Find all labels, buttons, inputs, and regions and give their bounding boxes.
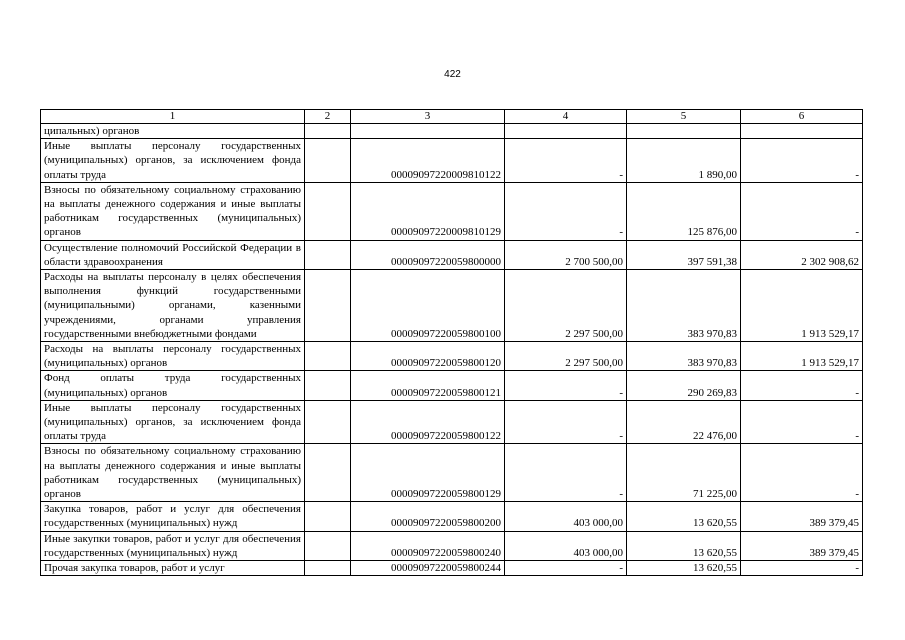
row-col2-cell [305, 139, 351, 183]
row-col2-cell [305, 270, 351, 342]
table-row [41, 531, 863, 560]
column-header: 3 [351, 110, 505, 124]
row-value4-cell: - [505, 561, 627, 576]
row-value5-cell: 383 970,83 [627, 270, 741, 342]
table-row [41, 240, 863, 269]
column-header: 1 [41, 110, 305, 124]
row-code-cell: 00009097220059800120 [351, 342, 505, 371]
column-header: 4 [505, 110, 627, 124]
column-header: 5 [627, 110, 741, 124]
row-code-cell [351, 124, 505, 139]
row-name-cell: Осуществление полномочий Российской Федерации в области здравоохранения [41, 240, 305, 269]
row-col2-cell [305, 531, 351, 560]
row-name-cell: Иные закупки товаров, работ и услуг для обеспечения государственных (муниципальных) нужд [41, 531, 305, 560]
row-col2-cell [305, 240, 351, 269]
row-code-cell: 00009097220059800244 [351, 561, 505, 576]
row-value4-cell: 2 297 500,00 [505, 342, 627, 371]
row-value5-cell: 13 620,55 [627, 531, 741, 560]
table-row [41, 371, 863, 400]
row-code-cell: 00009097220059800121 [351, 371, 505, 400]
row-value5-cell: 290 269,83 [627, 371, 741, 400]
table-header-row [41, 110, 863, 124]
row-value6-cell: - [741, 371, 863, 400]
table-row [41, 400, 863, 444]
row-value4-cell: 2 297 500,00 [505, 270, 627, 342]
row-value5-cell: 13 620,55 [627, 561, 741, 576]
row-value5-cell: 13 620,55 [627, 502, 741, 531]
table-row [41, 270, 863, 342]
row-value4-cell: - [505, 182, 627, 240]
row-value5-cell: 22 476,00 [627, 400, 741, 444]
row-value6-cell: 1 913 529,17 [741, 342, 863, 371]
row-code-cell: 00009097220059800100 [351, 270, 505, 342]
row-name-cell: ципальных) органов [41, 124, 305, 139]
row-col2-cell [305, 561, 351, 576]
row-value4-cell: 403 000,00 [505, 502, 627, 531]
row-value5-cell: 125 876,00 [627, 182, 741, 240]
row-value4-cell: - [505, 400, 627, 444]
row-name-cell: Расходы на выплаты персоналу в целях обеспечения выполнения функций государственными (муниципальными) органами, казенными учреждениями, органами управления государственными внебюджетными фондами [41, 270, 305, 342]
row-value6-cell: - [741, 182, 863, 240]
row-col2-cell [305, 182, 351, 240]
row-value6-cell: - [741, 139, 863, 183]
row-name-cell: Закупка товаров, работ и услуг для обеспечения государственных (муниципальных) нужд [41, 502, 305, 531]
table-row [41, 561, 863, 576]
table-row [41, 182, 863, 240]
row-code-cell: 00009097220009810129 [351, 182, 505, 240]
row-value6-cell: - [741, 561, 863, 576]
row-name-cell: Расходы на выплаты персоналу государственных (муниципальных) органов [41, 342, 305, 371]
row-name-cell: Взносы по обязательному социальному страхованию на выплаты денежного содержания и иные выплаты работникам государственных (муниципальных) органов [41, 182, 305, 240]
row-col2-cell [305, 444, 351, 502]
row-value5-cell: 1 890,00 [627, 139, 741, 183]
table-row [41, 124, 863, 139]
row-value6-cell: 1 913 529,17 [741, 270, 863, 342]
row-value6-cell: 2 302 908,62 [741, 240, 863, 269]
row-col2-cell [305, 371, 351, 400]
row-code-cell: 00009097220059800000 [351, 240, 505, 269]
row-value4-cell: 2 700 500,00 [505, 240, 627, 269]
row-code-cell: 00009097220059800240 [351, 531, 505, 560]
row-value4-cell: - [505, 139, 627, 183]
page-number: 422 [444, 69, 461, 80]
row-name-cell: Иные выплаты персоналу государственных (муниципальных) органов, за исключением фонда оплаты труда [41, 139, 305, 183]
row-value4-cell: - [505, 371, 627, 400]
row-code-cell: 00009097220059800200 [351, 502, 505, 531]
table-row [41, 444, 863, 502]
row-code-cell: 00009097220059800122 [351, 400, 505, 444]
row-col2-cell [305, 400, 351, 444]
row-value5-cell: 397 591,38 [627, 240, 741, 269]
column-header: 6 [741, 110, 863, 124]
row-name-cell: Прочая закупка товаров, работ и услуг [41, 561, 305, 576]
row-value5-cell: 71 225,00 [627, 444, 741, 502]
row-value4-cell: 403 000,00 [505, 531, 627, 560]
table-row [41, 502, 863, 531]
row-value6-cell: 389 379,45 [741, 502, 863, 531]
row-value4-cell [505, 124, 627, 139]
row-value6-cell [741, 124, 863, 139]
row-value5-cell: 383 970,83 [627, 342, 741, 371]
table-row [41, 342, 863, 371]
row-name-cell: Фонд оплаты труда государственных (муниципальных) органов [41, 371, 305, 400]
column-header: 2 [305, 110, 351, 124]
row-code-cell: 00009097220009810122 [351, 139, 505, 183]
row-col2-cell [305, 502, 351, 531]
row-name-cell: Взносы по обязательному социальному страхованию на выплаты денежного содержания и иные выплаты работникам государственных (муниципальных) органов [41, 444, 305, 502]
row-col2-cell [305, 342, 351, 371]
row-col2-cell [305, 124, 351, 139]
row-name-cell: Иные выплаты персоналу государственных (муниципальных) органов, за исключением фонда оплаты труда [41, 400, 305, 444]
row-value6-cell: 389 379,45 [741, 531, 863, 560]
budget-table [40, 109, 863, 576]
row-value4-cell: - [505, 444, 627, 502]
row-value6-cell: - [741, 444, 863, 502]
row-code-cell: 00009097220059800129 [351, 444, 505, 502]
row-value6-cell: - [741, 400, 863, 444]
row-value5-cell [627, 124, 741, 139]
table-row [41, 139, 863, 183]
